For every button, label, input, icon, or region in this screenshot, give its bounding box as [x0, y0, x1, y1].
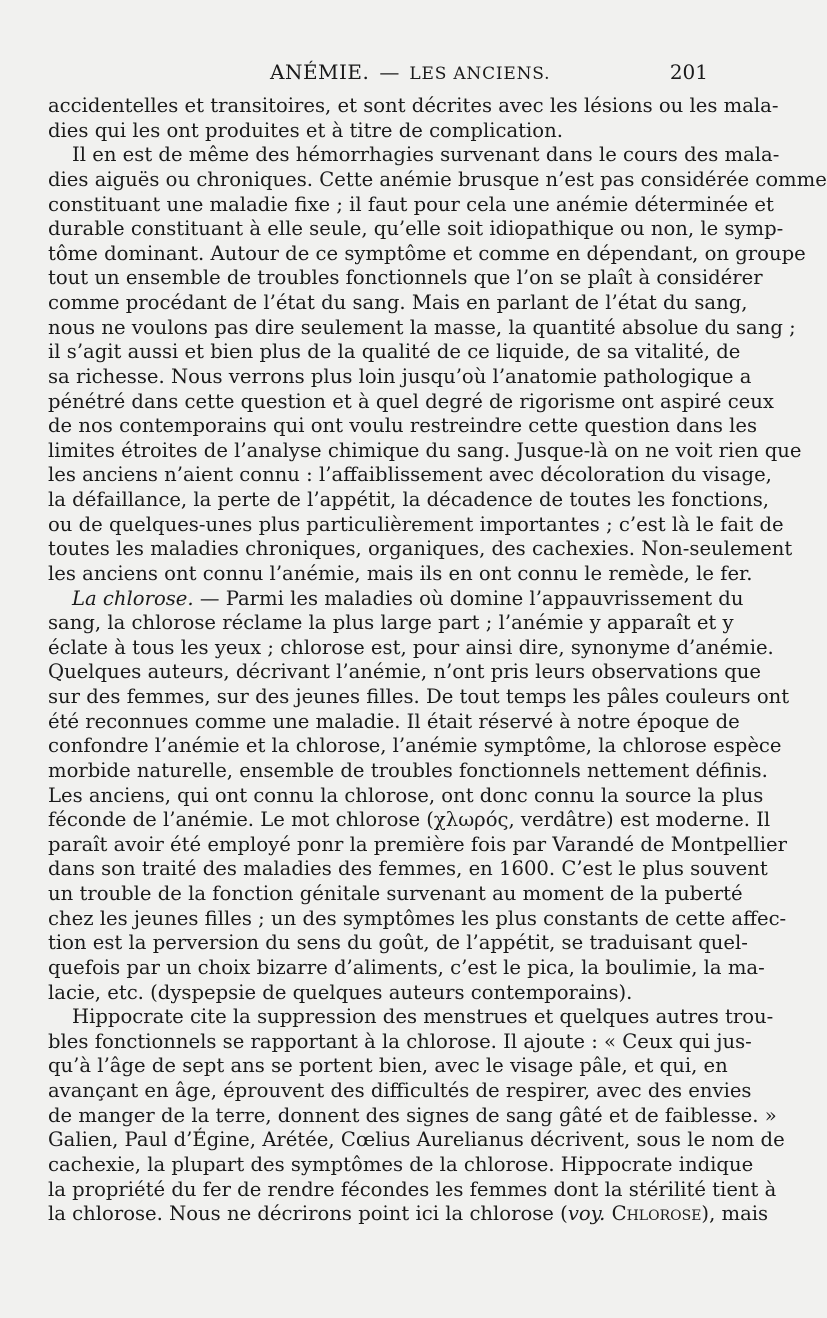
- heading-dash: —: [199, 586, 220, 610]
- cross-ref-open: (: [560, 1202, 568, 1226]
- text-line: chez les jeunes filles ; un des symptômes les plus constants de cette affec-: [48, 906, 787, 930]
- text-line: sa richesse. Nous verrons plus loin jusqu’où l’anatomie pathologique a: [48, 364, 752, 388]
- text-line: les anciens n’aient connu : l’affaiblissement avec décoloration du visage,: [48, 463, 772, 487]
- text-line: les anciens ont connu l’anémie, mais ils en ont connu le remède, le fer.: [48, 561, 753, 585]
- text-line: Hippocrate cite la suppression des menstrues et quelques autres trou-: [72, 1005, 774, 1029]
- text-line: Les anciens, qui ont connu la chlorose, ont donc connu la source la plus: [48, 783, 764, 807]
- text-line: ou de quelques-unes plus particulièrement importantes ; c’est là le fait de: [48, 512, 784, 536]
- text-line: confondre l’anémie et la chlorose, l’anémie symptôme, la chlorose espèce: [48, 734, 782, 758]
- text-line: quefois par un choix bizarre d’aliments, c’est le pica, la boulimie, la ma-: [48, 955, 765, 979]
- text-line: dies qui les ont produites et à titre de complication.: [48, 118, 563, 142]
- text-line: durable constituant à elle seule, qu’elle soit idiopathique ou non, le symp-: [48, 217, 784, 241]
- text-line: dans son traité des maladies des femmes, en 1600. C’est le plus souvent: [48, 857, 768, 881]
- text-line: sur des femmes, sur des jeunes filles. De tout temps les pâles couleurs ont: [48, 685, 790, 708]
- text-line: dies aiguës ou chroniques. Cette anémie brusque n’est pas considérée comme: [48, 167, 827, 191]
- text-line: Quelques auteurs, décrivant l’anémie, n’ont pris leurs observations que: [48, 660, 762, 684]
- text-line: [48, 586, 744, 612]
- chlorose-heading: La chlorose.: [72, 586, 194, 610]
- text-line: sang, la chlorose réclame la plus large part ; l’anémie y apparaît et y: [48, 611, 734, 635]
- text-line: lacie, etc. (dyspepsie de quelques auteurs contemporains).: [48, 980, 633, 1004]
- text-line: Il en est de même des hémorrhagies survenant dans le cours des mala-: [72, 143, 780, 167]
- text-line: accidentelles et transitoires, et sont décrites avec les lésions ou les mala-: [48, 94, 779, 117]
- cross-ref-close: ),: [701, 1202, 716, 1226]
- text-line: nous ne voulons pas dire seulement la masse, la quantité absolue du sang ;: [48, 315, 796, 339]
- text-line: cachexie, la plupart des symptômes de la chlorose. Hippocrate indique: [48, 1152, 754, 1176]
- header-subtitle: LES ANCIENS.: [409, 64, 551, 84]
- header-title: ANÉMIE.: [270, 60, 370, 84]
- text-line: tion est la perversion du sens du goût, de l’appétit, se traduisant quel-: [48, 931, 748, 955]
- text-line: Galien, Paul d’Égine, Arétée, Cœlius Aurelianus décrivent, sous le nom de: [48, 1128, 785, 1152]
- text-line: féconde de l’anémie. Le mot chlorose (χλωρός, verdâtre) est moderne. Il: [48, 808, 771, 832]
- running-header: [48, 60, 708, 88]
- text-line: un trouble de la fonction génitale survenant au moment de la puberté: [48, 882, 743, 905]
- text-line: morbide naturelle, ensemble de troubles fonctionnels nettement définis.: [48, 758, 768, 782]
- body-text: [48, 94, 827, 1227]
- text-line-start: la chlorose. Nous ne décrirons point ici la chlorose: [48, 1202, 554, 1226]
- text-line: de nos contemporains qui ont voulu restreindre cette question dans les: [48, 414, 758, 438]
- header-separator: —: [379, 60, 400, 84]
- text-line: qu’à l’âge de sept ans se portent bien, avec le visage pâle, et qui, en: [48, 1054, 728, 1078]
- cross-ref-term: Chlorose: [611, 1202, 702, 1226]
- text-line: toutes les maladies chroniques, organiques, des cachexies. Non-seulement: [48, 537, 793, 561]
- running-title: [270, 60, 550, 84]
- text-line-rest: Parmi les maladies où domine l’appauvrissement du: [225, 586, 744, 610]
- cross-ref-voy: voy.: [567, 1202, 606, 1226]
- text-line-end: mais: [721, 1202, 769, 1226]
- text-line: tout un ensemble de troubles fonctionnels que l’on se plaît à considérer: [48, 266, 763, 290]
- text-line: de manger de la terre, donnent des signes de sang gâté et de faiblesse. »: [48, 1103, 777, 1127]
- text-line: bles fonctionnels se rapportant à la chlorose. Il ajoute : « Ceux qui jus-: [48, 1029, 752, 1053]
- text-line: il s’agit aussi et bien plus de la qualité de ce liquide, de sa vitalité, de: [48, 340, 741, 364]
- text-line: comme procédant de l’état du sang. Mais en parlant de l’état du sang,: [48, 291, 748, 314]
- text-line: la propriété du fer de rendre fécondes les femmes dont la stérilité tient à: [48, 1177, 777, 1201]
- text-line: pénétré dans cette question et à quel degré de rigorisme ont aspiré ceux: [48, 389, 774, 413]
- text-line: éclate à tous les yeux ; chlorose est, pour ainsi dire, synonyme d’anémie.: [48, 635, 774, 659]
- text-line: constituant une maladie fixe ; il faut pour cela une anémie déterminée et: [48, 192, 774, 216]
- text-line: limites étroites de l’analyse chimique du sang. Jusque-là on ne voit rien que: [48, 438, 802, 462]
- text-line: été reconnues comme une maladie. Il était réservé à notre époque de: [48, 709, 740, 733]
- text-line: [48, 1202, 769, 1227]
- text-line: la défaillance, la perte de l’appétit, la décadence de toutes les fonctions,: [48, 488, 770, 511]
- text-line: avançant en âge, éprouvent des difficultés de respirer, avec des envies: [48, 1079, 752, 1102]
- text-line: tôme dominant. Autour de ce symptôme et comme en dépendant, on groupe: [48, 241, 806, 265]
- text-line: paraît avoir été employé ponr la première fois par Varandé de Montpellier: [48, 832, 787, 856]
- page-number: 201: [669, 60, 708, 84]
